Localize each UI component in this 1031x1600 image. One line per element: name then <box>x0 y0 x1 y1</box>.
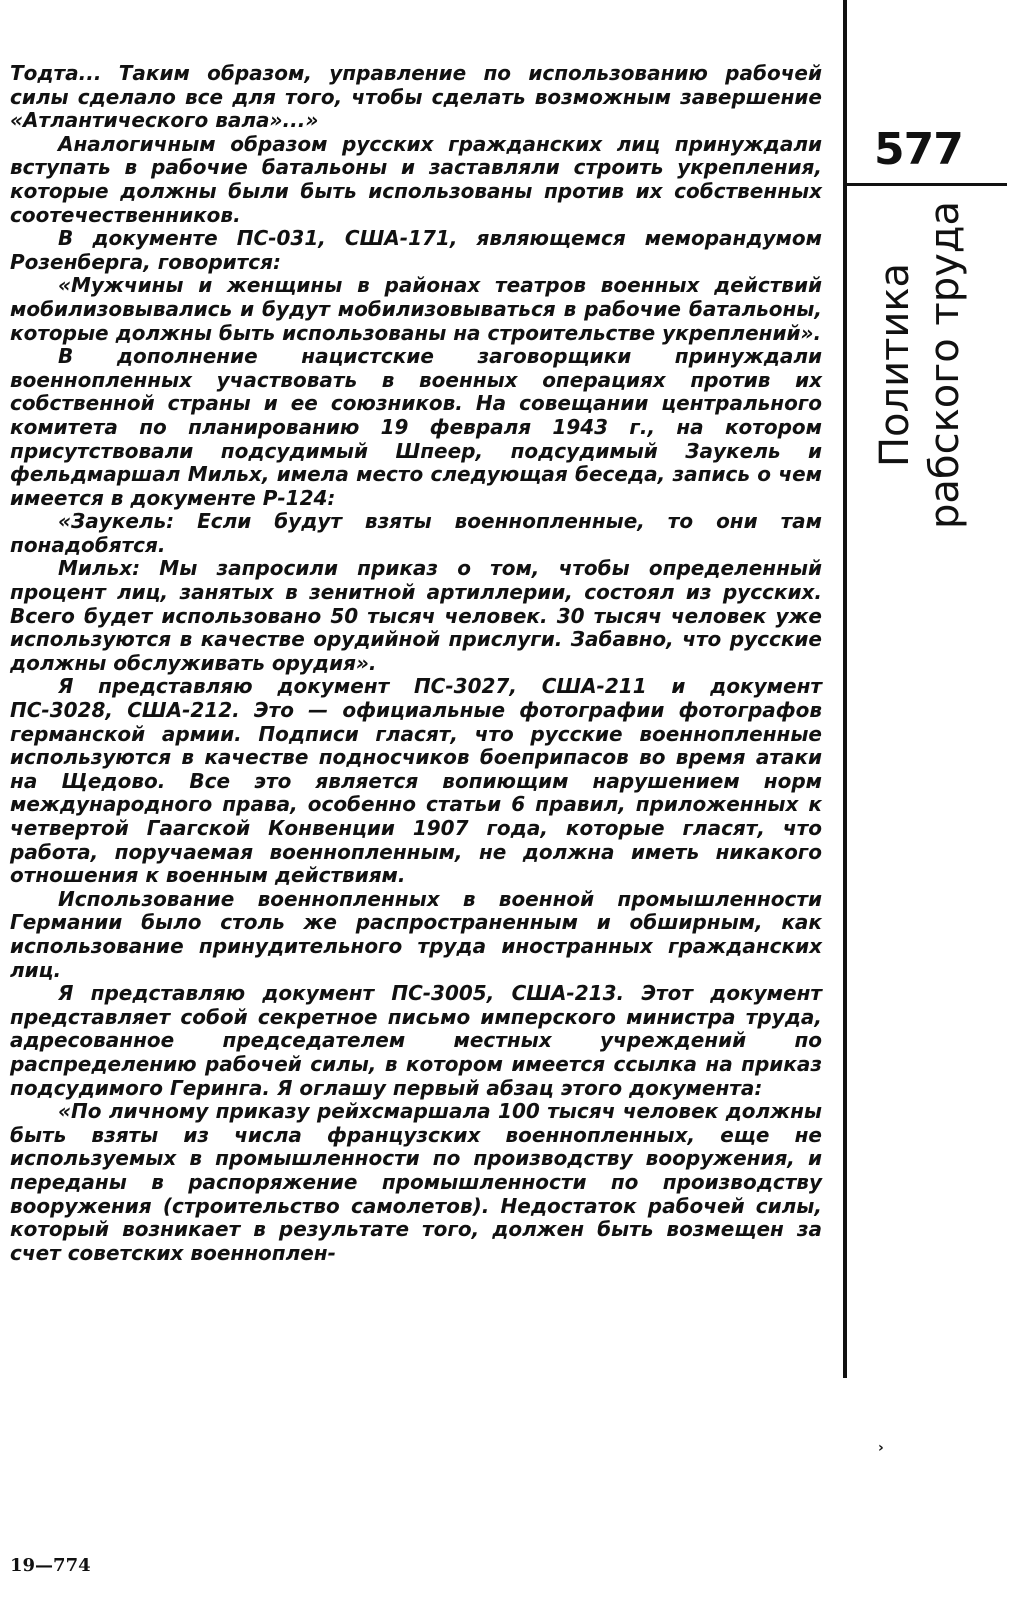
paragraph: В дополнение нацистские заговорщики принуждали военнопленных участвовать в военных операциях против их собственной страны и ее союзников. На совещании центрального комитета по планированию 19 февраля 1943 г., на котором присутствовали подсудимый Шпеер, подсудимый Заукель и фельдмаршал Мильх, имела место следующая беседа, запись о чем имеется в документе Р-124: <box>10 344 822 510</box>
running-title-line-2: рабского труда <box>922 201 968 529</box>
printer-signature: 19—774 <box>10 1555 91 1576</box>
paragraph: «Заукель: Если будут взяты военнопленные, то они там понадобятся. <box>10 509 822 557</box>
paragraph: «Мужчины и женщины в районах театров военных действий мобилизовывались и будут мобилизовываться в рабочие батальоны, которые должны быть использованы на строительстве укреплений». <box>10 273 822 345</box>
running-title <box>870 200 980 530</box>
margin-mark: › <box>878 1440 884 1456</box>
paragraph: Использование военнопленных в военной промышленности Германии было столь же распространенным и обширным, как использование принудительного труда иностранных гражданских лиц. <box>10 886 822 982</box>
paragraph: Я представляю документ ПС-3027, США-211 и документ ПС-3028, США-212. Это — официальные фотографии фотографов германской армии. Подписи гласят, что русские военнопленные используются в качестве подносчиков боеприпасов во время атаки на Щедово. Все это является вопиющим нарушением норм международного права, особенно статьи 6 правил, приложенных к четвертой Гаагской Конвенции 1907 года, которые гласят, что работа, поручаемая военнопленным, не должна иметь никакого отношения к военным действиям. <box>10 674 822 888</box>
paragraph: «По личному приказу рейхсмаршала 100 тысяч человек должны быть взяты из числа французских военнопленных, еще не используемых в промышленности по производству вооружения, и переданы в распоряжение промышленности по производству вооружения (строительство самолетов). Недостаток рабочей силы, который возникает в результате того, должен быть возмещен за счет советских военноплен- <box>10 1099 822 1265</box>
paragraph: В документе ПС-031, США-171, являющемся меморандумом Розенберга, говорится: <box>10 226 822 274</box>
body-text <box>10 62 822 1265</box>
running-title-line-1: Политика <box>872 262 918 468</box>
paragraph: Тодта... Таким образом, управление по использованию рабочей силы сделало все для того, чтобы сделать возможным завершение «Атлантического вала»...» <box>10 61 822 133</box>
margin-rule-vertical <box>843 0 847 1378</box>
paragraph: Я представляю документ ПС-3005, США-213. Этот документ представляет собой секретное письмо имперского министра труда, адресованное председателем местных учреждений по распределению рабочей силы, в котором имеется ссылка на приказ подсудимого Геринга. Я оглашу первый абзац этого документа: <box>10 981 822 1100</box>
running-title-rotated <box>870 200 980 530</box>
paragraph: Мильх: Мы запросили приказ о том, чтобы определенный процент лиц, занятых в зенитной артиллерии, состоял из русских. Всего будет использовано 50 тысяч человек. 30 тысяч человек уже используются в качестве орудийной прислуги. Забавно, что русские должны обслуживать орудия». <box>10 556 822 675</box>
margin-rule-horizontal <box>845 183 1007 186</box>
page-number: 577 <box>874 124 963 175</box>
paragraph: Аналогичным образом русских гражданских лиц принуждали вступать в рабочие батальоны и заставляли строить укрепления, которые должны были быть использованы против их собственных соотечественников. <box>10 131 822 227</box>
